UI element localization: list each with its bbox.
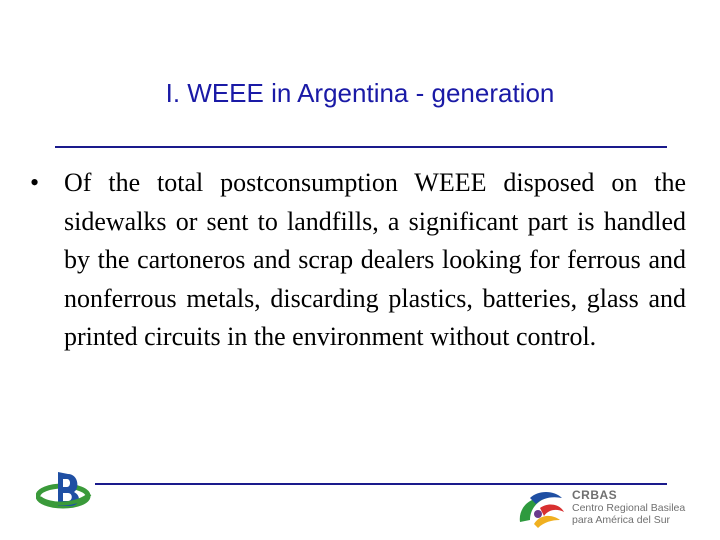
bullet-marker: • (30, 168, 40, 197)
org-line-2: para América del Sur (572, 514, 671, 526)
footer-divider (95, 483, 667, 485)
org-short-name: CRBAS (572, 488, 618, 502)
crbas-logo-icon (516, 488, 566, 530)
crbas-text-block (572, 488, 685, 526)
slide-title: I. WEEE in Argentina - generation (165, 78, 555, 108)
title-divider (55, 146, 667, 148)
basel-b-logo-icon (36, 466, 94, 510)
org-line-1: Centro Regional Basilea (572, 502, 686, 514)
bullet-text: Of the total postconsumption WEEE disposed on the sidewalks or sent to landfills, a significant part is handled by the cartoneros and scrap dealers looking for ferrous and nonferrous metals, discarding plastics, batteries, glass and printed circuits in the environment without control. (64, 168, 686, 351)
